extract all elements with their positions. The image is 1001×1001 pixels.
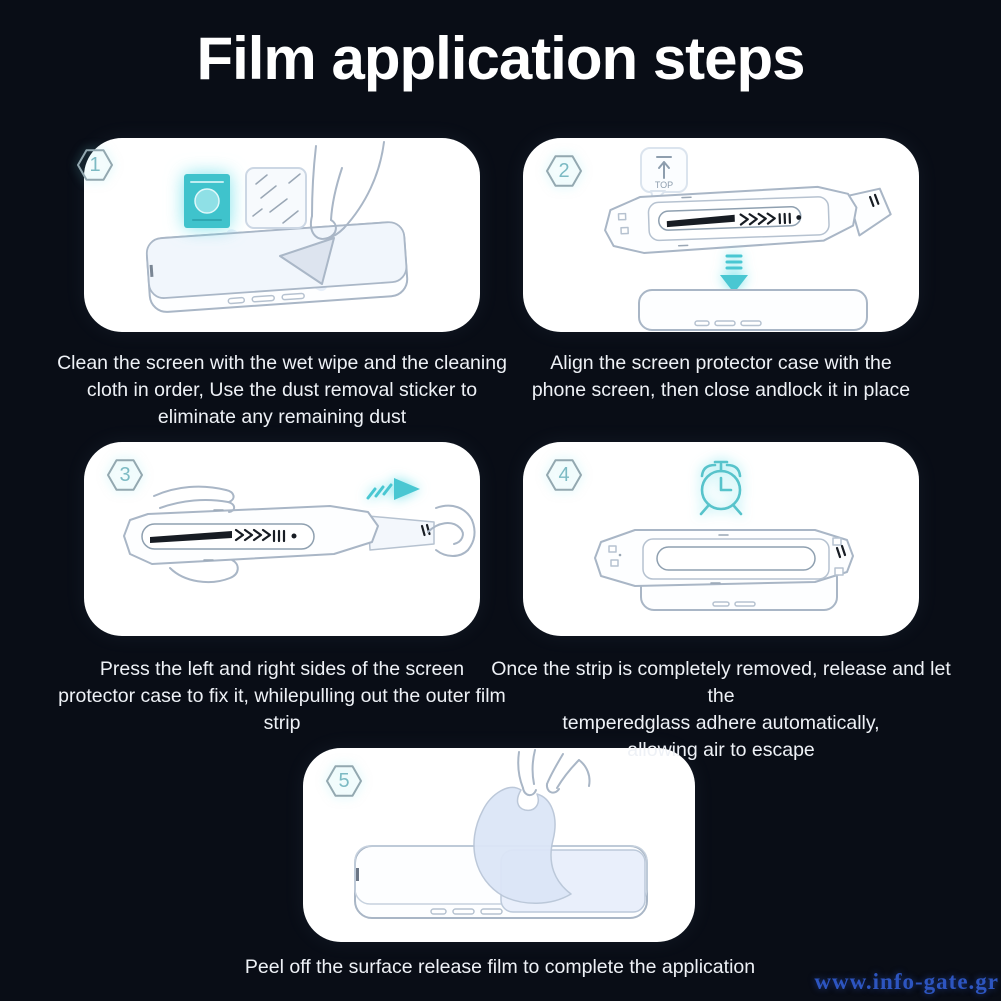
step-5-number-badge: [325, 762, 363, 800]
watermark: www.info-gate.gr: [814, 969, 999, 994]
phone-illustration: [639, 290, 867, 330]
right-arrow-icon: [368, 478, 420, 500]
caption-line: temperedglass adhere automatically,: [562, 712, 880, 734]
applicator-case: [124, 506, 378, 564]
step-number: 4: [558, 463, 570, 486]
step-number: 5: [338, 769, 350, 792]
caption-line: Once the strip is completely removed, release and let the: [491, 658, 951, 707]
cleaning-cloth-icon: [246, 168, 306, 228]
top-label: TOP: [654, 180, 674, 190]
step-number: 2: [558, 159, 570, 182]
caption-line: phone screen, then close andlock it in place: [531, 379, 911, 401]
caption-line: Press the left and right sides of the screen: [99, 658, 465, 680]
caption-line: eliminate any remaining dust: [157, 406, 407, 428]
step-3-caption: [42, 656, 522, 737]
caption-line: Peel off the surface release film to complete the application: [244, 956, 756, 978]
step-4-caption: [481, 656, 961, 764]
step-1-illustration: [84, 138, 480, 332]
step-2-card: [523, 138, 919, 332]
caption-line: allowing air to escape: [627, 739, 815, 761]
caption-line: protector case to fix it, whilepulling out the outer film strip: [58, 685, 506, 734]
down-arrow-icon: [720, 256, 748, 293]
step-2-number-badge: [545, 152, 583, 190]
step-1-caption: [42, 350, 522, 431]
step-4-number-badge: [545, 456, 583, 494]
step-3-number-badge: [106, 456, 144, 494]
step-5-card: [303, 748, 695, 942]
step-1-number-badge: [76, 146, 114, 184]
step-number: 3: [119, 463, 131, 486]
hand-icon-right: [428, 506, 475, 556]
film-strip: [368, 516, 434, 550]
step-2-caption: [481, 350, 961, 404]
caption-line: Clean the screen with the wet wipe and the cleaning: [57, 352, 507, 374]
wet-wipe-icon: [184, 174, 230, 228]
page-title: Film application steps: [196, 25, 805, 92]
step-number: 1: [89, 153, 101, 176]
step-1-card: [84, 138, 480, 332]
alarm-clock-icon: [701, 462, 741, 514]
phone-illustration: [146, 221, 409, 313]
applicator-case: [604, 184, 892, 254]
step-4-card: [523, 442, 919, 636]
caption-line: cloth in order, Use the dust removal sticker to: [86, 379, 478, 401]
step-5-caption: [160, 954, 840, 981]
step-3-card: [84, 442, 480, 636]
caption-line: Align the screen protector case with the: [550, 352, 892, 374]
applicator-case: [595, 530, 853, 586]
